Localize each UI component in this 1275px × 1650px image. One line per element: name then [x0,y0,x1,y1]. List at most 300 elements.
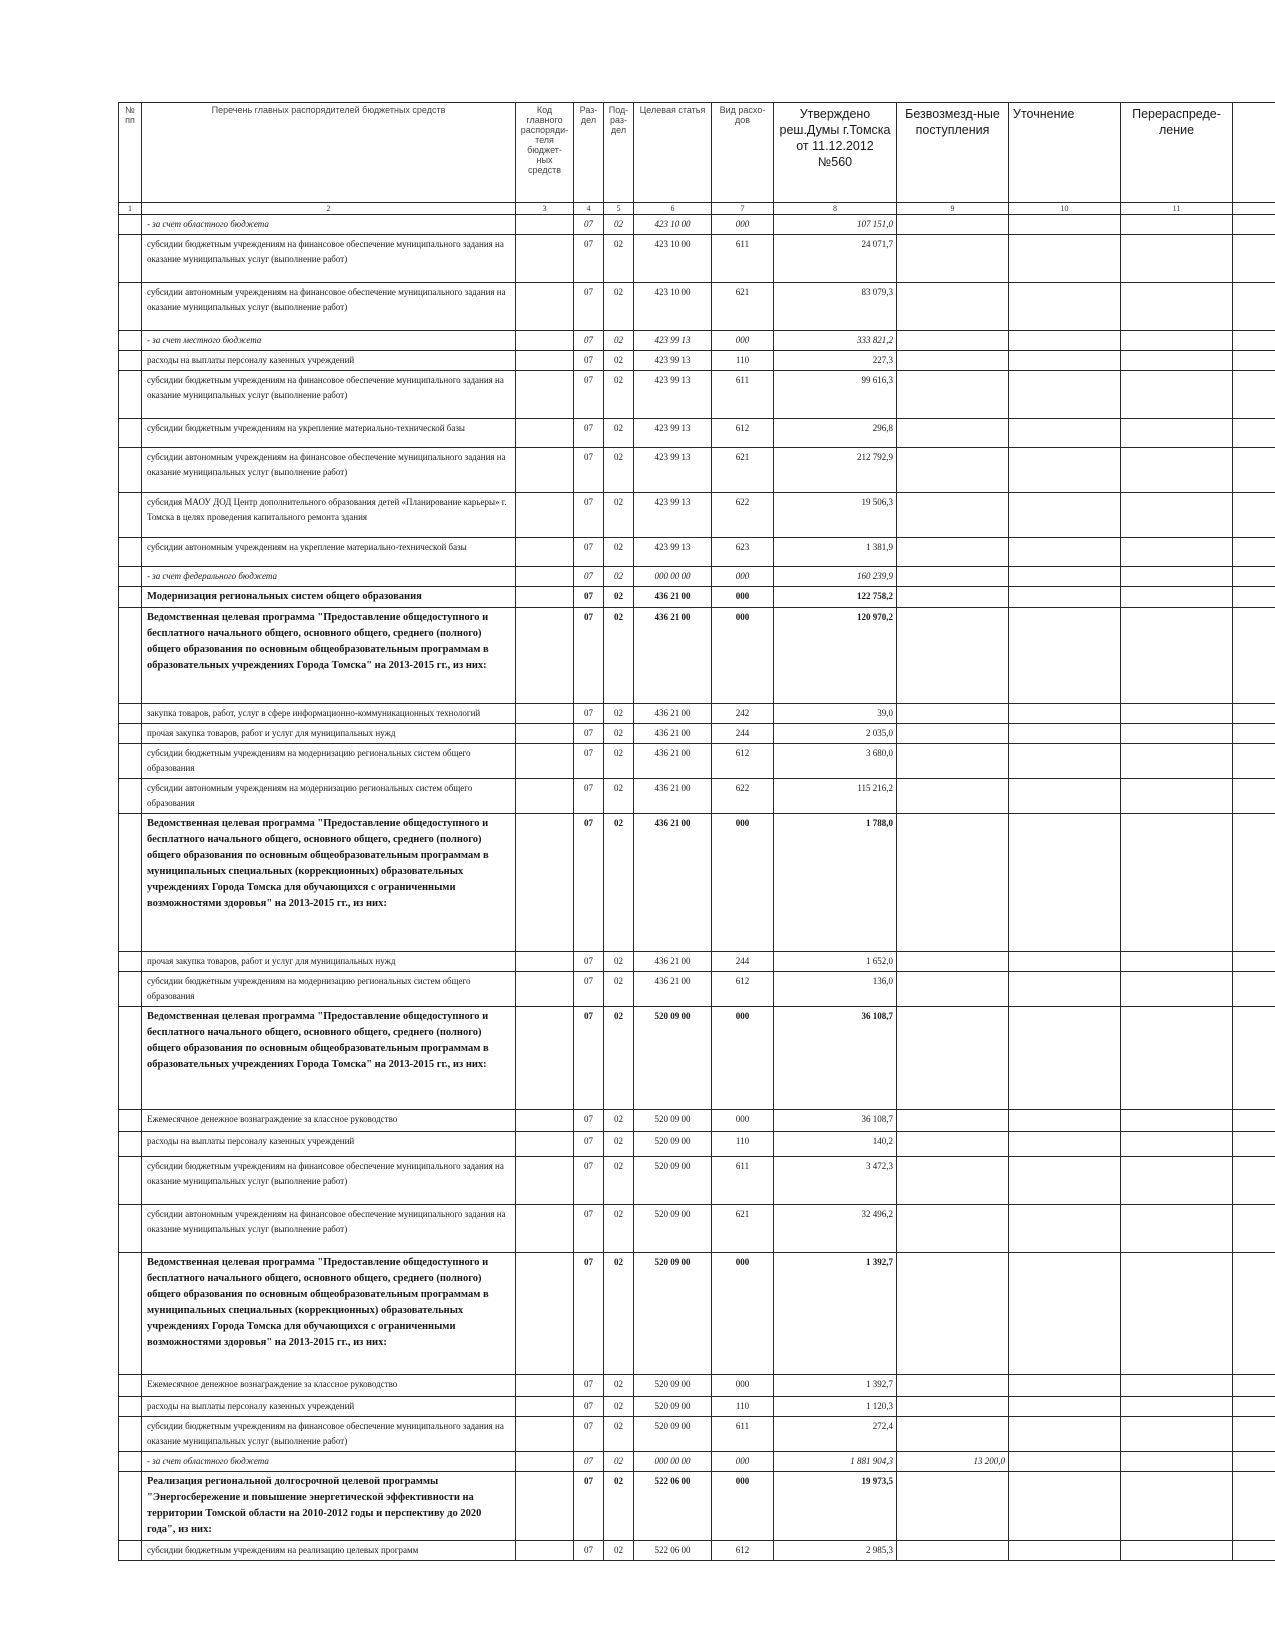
cell-pereras [1121,779,1233,814]
cell-name: Модернизация региональных систем общего образования [142,587,516,608]
column-numbers-row [119,203,1275,215]
cell-extra [1233,972,1275,1007]
cell-utv: 2 985,3 [774,1541,897,1561]
cell-vid: 110 [712,1397,774,1417]
cell-utoch [1009,1110,1121,1132]
cell-utoch [1009,704,1121,724]
header-num: № пп [119,103,142,203]
cell-razdel: 07 [574,351,604,371]
cell-utv: 115 216,2 [774,779,897,814]
cell-podrazdel: 02 [604,567,634,587]
cell-vid: 621 [712,283,774,331]
header-utv: Утверждено реш.Думы г.Томска от 11.12.2012 №560 [774,103,897,203]
cell-podrazdel: 02 [604,1132,634,1157]
cell-extra [1233,1157,1275,1205]
cell-cel: 423 99 13 [634,351,712,371]
table-row [119,1157,1275,1205]
header-cel: Целевая статья [634,103,712,203]
colnum: 9 [897,203,1009,215]
header-bezv: Безвозмезд-ные поступления [897,103,1009,203]
cell-pereras [1121,1472,1233,1541]
cell-num [119,1132,142,1157]
cell-num [119,493,142,538]
cell-bezv: 13 200,0 [897,1452,1009,1472]
colnum-extra [1233,203,1275,215]
cell-name: - за счет местного бюджета [142,331,516,351]
cell-name: субсидия МАОУ ДОД Центр дополнительного образования детей «Планирование карьеры» г. Томска в целях проведения капитального ремонта здания [142,493,516,538]
cell-num [119,1452,142,1472]
colnum: 11 [1121,203,1233,215]
cell-utoch [1009,608,1121,704]
cell-kod [516,1417,574,1452]
cell-pereras [1121,972,1233,1007]
cell-bezv [897,371,1009,419]
cell-kod [516,448,574,493]
cell-cel: 423 99 13 [634,448,712,493]
cell-vid: 621 [712,1205,774,1253]
cell-kod [516,744,574,779]
cell-cel: 520 09 00 [634,1205,712,1253]
cell-podrazdel: 02 [604,608,634,704]
table-header [119,103,1275,215]
table-row [119,704,1275,724]
cell-utoch [1009,1253,1121,1375]
cell-bezv [897,724,1009,744]
cell-kod [516,952,574,972]
cell-razdel: 07 [574,493,604,538]
table-row [119,448,1275,493]
cell-utoch [1009,1452,1121,1472]
cell-pereras [1121,283,1233,331]
cell-cel: 520 09 00 [634,1253,712,1375]
cell-kod [516,215,574,235]
cell-pereras [1121,1205,1233,1253]
cell-extra [1233,1417,1275,1452]
cell-utv: 1 381,9 [774,538,897,567]
cell-podrazdel: 02 [604,1472,634,1541]
table-row [119,1375,1275,1397]
cell-cel: 423 10 00 [634,283,712,331]
cell-utv: 39,0 [774,704,897,724]
cell-kod [516,724,574,744]
cell-num [119,1397,142,1417]
cell-utoch [1009,724,1121,744]
cell-vid: 622 [712,779,774,814]
cell-cel: 520 09 00 [634,1375,712,1397]
cell-kod [516,1007,574,1110]
cell-name: Ведомственная целевая программа "Предоставление общедоступного и бесплатного начального общего, основного общего, среднего (полного) общего образования по основным общеобразовательным программам в муниципальных специальных (коррекционных) образовательных учреждениях Города Томска для обучающихся с ограниченными возможностями здоровья" на 2013-2015 гг., из них: [142,814,516,952]
cell-extra [1233,1397,1275,1417]
cell-utv: 2 035,0 [774,724,897,744]
cell-podrazdel: 02 [604,1375,634,1397]
cell-num [119,1205,142,1253]
cell-vid: 000 [712,1452,774,1472]
header-pereras: Перераспреде-ление [1121,103,1233,203]
cell-razdel: 07 [574,283,604,331]
cell-extra [1233,1375,1275,1397]
cell-utv: 1 788,0 [774,814,897,952]
cell-cel: 423 99 13 [634,371,712,419]
cell-name: Реализация региональной долгосрочной целевой программы "Энергосбережение и повышение энергетической эффективности на территории Томской области на 2010-2012 годы и перспективу до 2020 года", из них: [142,1472,516,1541]
header-name: Перечень главных распорядителей бюджетных средств [142,103,516,203]
cell-razdel: 07 [574,448,604,493]
cell-cel: 522 06 00 [634,1472,712,1541]
cell-bezv [897,235,1009,283]
cell-podrazdel: 02 [604,724,634,744]
cell-podrazdel: 02 [604,1110,634,1132]
cell-vid: 244 [712,952,774,972]
cell-extra [1233,1110,1275,1132]
cell-vid: 612 [712,744,774,779]
cell-razdel: 07 [574,1397,604,1417]
cell-vid: 611 [712,1157,774,1205]
cell-utv: 212 792,9 [774,448,897,493]
cell-utoch [1009,1132,1121,1157]
cell-utv: 19 506,3 [774,493,897,538]
cell-kod [516,371,574,419]
cell-kod [516,704,574,724]
budget-table [118,102,1275,1561]
cell-pereras [1121,1452,1233,1472]
cell-cel: 520 09 00 [634,1397,712,1417]
cell-num [119,1157,142,1205]
cell-extra [1233,1007,1275,1110]
cell-kod [516,1472,574,1541]
cell-kod [516,1205,574,1253]
table-row [119,331,1275,351]
cell-utv: 120 970,2 [774,608,897,704]
cell-bezv [897,779,1009,814]
cell-podrazdel: 02 [604,952,634,972]
cell-podrazdel: 02 [604,1253,634,1375]
cell-razdel: 07 [574,1205,604,1253]
cell-cel: 423 10 00 [634,235,712,283]
cell-pereras [1121,331,1233,351]
cell-cel: 423 99 13 [634,419,712,448]
cell-utv: 1 881 904,3 [774,1452,897,1472]
cell-pereras [1121,493,1233,538]
cell-cel: 423 99 13 [634,493,712,538]
colnum: 8 [774,203,897,215]
cell-name: субсидии бюджетным учреждениям на модернизацию региональных систем общего образования [142,744,516,779]
cell-extra [1233,215,1275,235]
cell-vid: 622 [712,493,774,538]
cell-podrazdel: 02 [604,235,634,283]
table-row [119,1417,1275,1452]
cell-utv: 107 151,0 [774,215,897,235]
cell-vid: 000 [712,331,774,351]
cell-extra [1233,493,1275,538]
cell-pereras [1121,538,1233,567]
cell-kod [516,1375,574,1397]
header-utoch: Уточнение [1009,103,1121,203]
header-extra [1233,103,1275,203]
table-row [119,779,1275,814]
cell-extra [1233,704,1275,724]
cell-utoch [1009,419,1121,448]
cell-num [119,814,142,952]
cell-utoch [1009,1417,1121,1452]
cell-bezv [897,744,1009,779]
cell-num [119,608,142,704]
cell-utoch [1009,1397,1121,1417]
cell-vid: 000 [712,1375,774,1397]
cell-name: субсидии бюджетным учреждениям на финансовое обеспечение муниципального задания на оказание муниципальных услуг (выполнение работ) [142,1417,516,1452]
table-row [119,215,1275,235]
cell-bezv [897,448,1009,493]
table-row [119,724,1275,744]
cell-utv: 272,4 [774,1417,897,1452]
cell-extra [1233,587,1275,608]
cell-num [119,235,142,283]
cell-razdel: 07 [574,1452,604,1472]
cell-vid: 623 [712,538,774,567]
header-podrazdel: Под-раз-дел [604,103,634,203]
cell-kod [516,608,574,704]
cell-razdel: 07 [574,814,604,952]
cell-podrazdel: 02 [604,1417,634,1452]
cell-bezv [897,331,1009,351]
cell-podrazdel: 02 [604,283,634,331]
cell-bezv [897,972,1009,1007]
table-row [119,493,1275,538]
table-row [119,952,1275,972]
cell-razdel: 07 [574,744,604,779]
cell-podrazdel: 02 [604,493,634,538]
cell-extra [1233,744,1275,779]
cell-extra [1233,1253,1275,1375]
cell-num [119,351,142,371]
cell-num [119,1253,142,1375]
cell-vid: 000 [712,1253,774,1375]
cell-utv: 1 120,3 [774,1397,897,1417]
cell-kod [516,331,574,351]
cell-name: субсидии автономным учреждениям на финансовое обеспечение муниципального задания на оказание муниципальных услуг (выполнение работ) [142,1205,516,1253]
cell-utv: 122 758,2 [774,587,897,608]
cell-bezv [897,351,1009,371]
cell-pereras [1121,1253,1233,1375]
cell-kod [516,419,574,448]
cell-bezv [897,283,1009,331]
cell-razdel: 07 [574,538,604,567]
cell-podrazdel: 02 [604,371,634,419]
cell-razdel: 07 [574,587,604,608]
cell-utoch [1009,814,1121,952]
cell-razdel: 07 [574,704,604,724]
cell-utoch [1009,215,1121,235]
cell-utoch [1009,371,1121,419]
cell-utv: 140,2 [774,1132,897,1157]
cell-vid: 000 [712,1007,774,1110]
cell-vid: 000 [712,587,774,608]
table-row [119,1452,1275,1472]
cell-cel: 436 21 00 [634,952,712,972]
budget-page [118,102,1275,1561]
cell-razdel: 07 [574,1110,604,1132]
cell-num [119,587,142,608]
cell-kod [516,1132,574,1157]
cell-extra [1233,351,1275,371]
cell-pereras [1121,1541,1233,1561]
cell-utoch [1009,1375,1121,1397]
cell-razdel: 07 [574,1375,604,1397]
cell-utv: 32 496,2 [774,1205,897,1253]
table-row [119,1397,1275,1417]
cell-vid: 000 [712,814,774,952]
cell-utv: 136,0 [774,972,897,1007]
cell-pereras [1121,1375,1233,1397]
cell-bezv [897,1132,1009,1157]
table-row [119,1007,1275,1110]
cell-name: - за счет областного бюджета [142,215,516,235]
cell-pereras [1121,1397,1233,1417]
cell-pereras [1121,1007,1233,1110]
cell-name: Ведомственная целевая программа "Предоставление общедоступного и бесплатного начального общего, основного общего, среднего (полного) общего образования по основным общеобразовательным программам в образовательных учреждениях Города Томска" на 2013-2015 гг., из них: [142,1007,516,1110]
cell-extra [1233,371,1275,419]
cell-num [119,448,142,493]
cell-bezv [897,1417,1009,1452]
table-row [119,608,1275,704]
cell-razdel: 07 [574,331,604,351]
cell-utoch [1009,235,1121,283]
cell-podrazdel: 02 [604,1157,634,1205]
cell-kod [516,493,574,538]
cell-num [119,972,142,1007]
cell-pereras [1121,704,1233,724]
cell-kod [516,1541,574,1561]
cell-utv: 1 392,7 [774,1253,897,1375]
cell-vid: 000 [712,1110,774,1132]
table-row [119,1110,1275,1132]
cell-utv: 99 616,3 [774,371,897,419]
cell-num [119,1541,142,1561]
cell-name: субсидии бюджетным учреждениям на модернизацию региональных систем общего образования [142,972,516,1007]
cell-cel: 436 21 00 [634,587,712,608]
cell-num [119,952,142,972]
table-row [119,371,1275,419]
cell-num [119,215,142,235]
cell-razdel: 07 [574,215,604,235]
table-row [119,814,1275,952]
colnum: 4 [574,203,604,215]
cell-utoch [1009,1472,1121,1541]
cell-bezv [897,1205,1009,1253]
cell-utoch [1009,331,1121,351]
cell-num [119,331,142,351]
cell-utoch [1009,952,1121,972]
cell-name: закупка товаров, работ, услуг в сфере информационно-коммуникационных технологий [142,704,516,724]
table-row [119,1132,1275,1157]
cell-extra [1233,235,1275,283]
cell-name: - за счет федерального бюджета [142,567,516,587]
cell-pereras [1121,724,1233,744]
cell-vid: 000 [712,608,774,704]
cell-kod [516,1452,574,1472]
cell-extra [1233,1205,1275,1253]
cell-pereras [1121,1417,1233,1452]
cell-vid: 611 [712,235,774,283]
cell-podrazdel: 02 [604,779,634,814]
cell-podrazdel: 02 [604,1452,634,1472]
cell-cel: 423 10 00 [634,215,712,235]
cell-kod [516,779,574,814]
colnum: 3 [516,203,574,215]
cell-extra [1233,567,1275,587]
cell-cel: 436 21 00 [634,972,712,1007]
cell-extra [1233,448,1275,493]
cell-num [119,419,142,448]
cell-utv: 1 392,7 [774,1375,897,1397]
cell-bezv [897,419,1009,448]
cell-utoch [1009,493,1121,538]
cell-pereras [1121,1132,1233,1157]
cell-cel: 423 99 13 [634,538,712,567]
cell-podrazdel: 02 [604,419,634,448]
cell-name: субсидии автономным учреждениям на финансовое обеспечение муниципального задания на оказание муниципальных услуг (выполнение работ) [142,283,516,331]
cell-podrazdel: 02 [604,448,634,493]
cell-razdel: 07 [574,1253,604,1375]
cell-pereras [1121,608,1233,704]
cell-kod [516,587,574,608]
cell-extra [1233,814,1275,952]
cell-cel: 436 21 00 [634,814,712,952]
cell-razdel: 07 [574,1007,604,1110]
cell-extra [1233,1541,1275,1561]
cell-razdel: 07 [574,779,604,814]
colnum: 2 [142,203,516,215]
cell-cel: 520 09 00 [634,1007,712,1110]
cell-razdel: 07 [574,724,604,744]
cell-utoch [1009,448,1121,493]
cell-num [119,724,142,744]
table-row [119,283,1275,331]
cell-vid: 611 [712,371,774,419]
cell-utv: 3 472,3 [774,1157,897,1205]
cell-bezv [897,567,1009,587]
cell-pereras [1121,1110,1233,1132]
cell-pereras [1121,567,1233,587]
cell-utoch [1009,779,1121,814]
table-row [119,744,1275,779]
colnum: 6 [634,203,712,215]
cell-bezv [897,1110,1009,1132]
cell-extra [1233,952,1275,972]
cell-cel: 520 09 00 [634,1157,712,1205]
cell-podrazdel: 02 [604,331,634,351]
table-row [119,1205,1275,1253]
cell-bezv [897,1253,1009,1375]
table-row [119,1472,1275,1541]
cell-pereras [1121,744,1233,779]
cell-bezv [897,1007,1009,1110]
cell-bezv [897,1157,1009,1205]
cell-pereras [1121,814,1233,952]
cell-num [119,1417,142,1452]
cell-podrazdel: 02 [604,1205,634,1253]
cell-podrazdel: 02 [604,215,634,235]
cell-bezv [897,538,1009,567]
table-row [119,235,1275,283]
cell-vid: 244 [712,724,774,744]
cell-name: Ведомственная целевая программа "Предоставление общедоступного и бесплатного начального общего, основного общего, среднего (полного) общего образования по основным общеобразовательным программам в образовательных учреждениях Города Томска" на 2013-2015 гг., из них: [142,608,516,704]
cell-utoch [1009,744,1121,779]
cell-cel: 520 09 00 [634,1110,712,1132]
cell-bezv [897,1397,1009,1417]
colnum: 7 [712,203,774,215]
cell-pereras [1121,351,1233,371]
cell-name: расходы на выплаты персоналу казенных учреждений [142,351,516,371]
cell-name: Ведомственная целевая программа "Предоставление общедоступного и бесплатного начального общего, основного общего, среднего (полного) общего образования по основным общеобразовательным программам в муниципальных специальных (коррекционных) образовательных учреждениях Города Томска для обучающихся с ограниченными возможностями здоровья" на 2013-2015 гг., из них: [142,1253,516,1375]
